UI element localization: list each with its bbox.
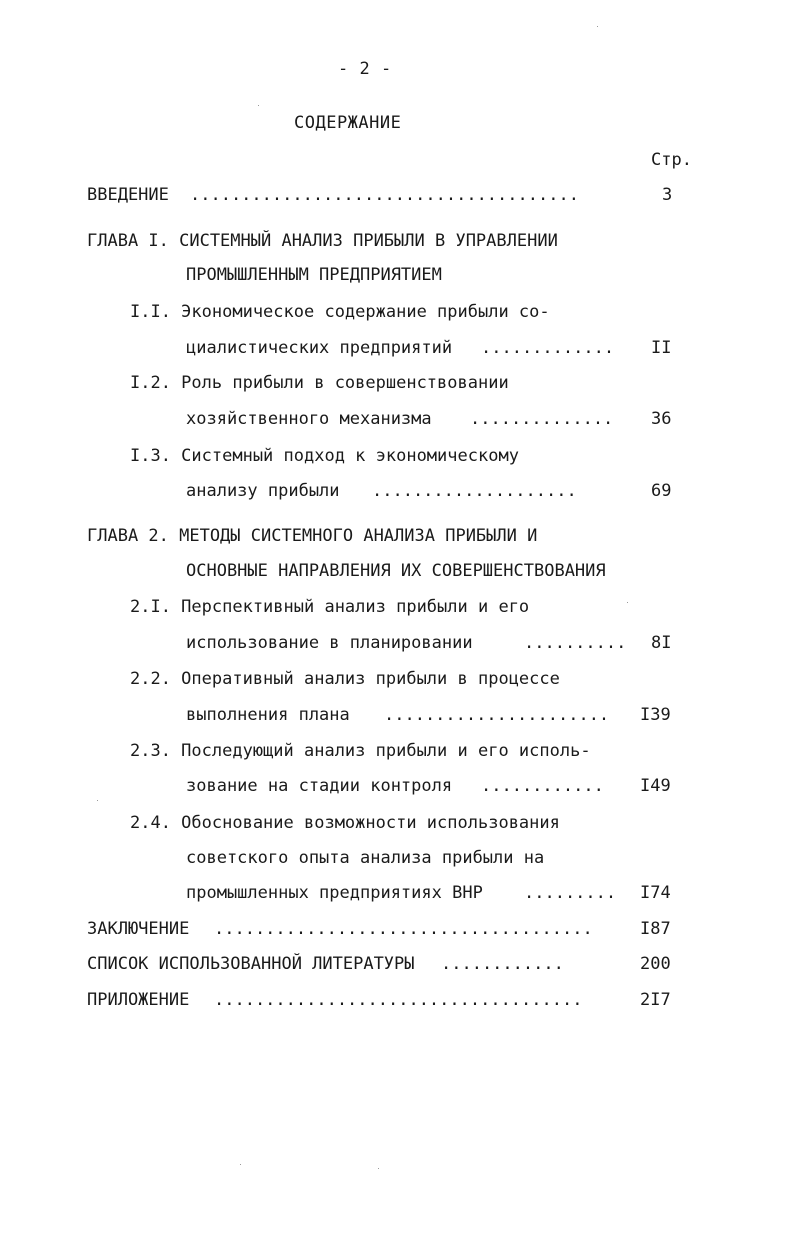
- toc-page-number: I49: [640, 776, 671, 796]
- toc-section-heading-cont: советского опыта анализа прибыли на: [186, 848, 545, 868]
- scan-speck: [240, 1164, 241, 1165]
- toc-leader-dots: ..........: [524, 633, 627, 653]
- toc-section-heading-cont: циалистических предприятий: [186, 338, 453, 358]
- toc-leader-dots: ......................................: [190, 185, 579, 205]
- toc-leader-dots: ............: [441, 954, 564, 974]
- toc-leader-dots: ......................: [384, 705, 610, 725]
- toc-section-heading-cont: выполнения плана: [186, 705, 350, 725]
- page-number: - 2 -: [338, 59, 392, 79]
- scan-speck: [258, 105, 259, 106]
- toc-page-number: 36: [651, 409, 672, 429]
- toc-page-number: I74: [640, 883, 671, 903]
- toc-entry-text: СПИСОК ИСПОЛЬЗОВАННОЙ ЛИТЕРАТУРЫ: [87, 954, 415, 974]
- scan-speck: [97, 800, 98, 801]
- toc-section-heading-cont: хозяйственного механизма: [186, 409, 432, 429]
- page-title: СОДЕРЖАНИЕ: [294, 113, 402, 133]
- toc-section-heading: 2.I. Перспективный анализ прибыли и его: [130, 597, 530, 617]
- toc-page-number: II: [651, 338, 672, 358]
- toc-section-heading-cont: использование в планировании: [186, 633, 473, 653]
- toc-section-heading: 2.2. Оперативный анализ прибыли в процессе: [130, 669, 560, 689]
- toc-page-number: 8I: [651, 633, 672, 653]
- toc-leader-dots: ....................................: [214, 990, 583, 1010]
- toc-leader-dots: .........: [524, 883, 617, 903]
- toc-entry-text: ПРИЛОЖЕНИЕ: [87, 990, 190, 1010]
- scan-speck: [378, 1168, 379, 1169]
- scan-speck: [597, 26, 598, 27]
- toc-leader-dots: .....................................: [214, 919, 593, 939]
- toc-page-number: I87: [640, 919, 671, 939]
- toc-section-heading-cont: промышленных предприятиях ВНР: [186, 883, 483, 903]
- toc-leader-dots: .............: [481, 338, 615, 358]
- toc-leader-dots: ....................: [372, 481, 577, 501]
- toc-page-number: I39: [640, 705, 671, 725]
- toc-leader-dots: ..............: [470, 409, 614, 429]
- toc-entry-text: ВВЕДЕНИЕ: [87, 185, 169, 205]
- toc-section-heading: 2.4. Обоснование возможности использования: [130, 813, 560, 833]
- toc-page-number: 2I7: [640, 990, 671, 1010]
- scan-speck: [627, 602, 628, 603]
- toc-chapter-heading: ГЛАВА 2. МЕТОДЫ СИСТЕМНОГО АНАЛИЗА ПРИБЫЛИ И: [87, 526, 538, 546]
- toc-entry-text: ЗАКЛЮЧЕНИЕ: [87, 919, 190, 939]
- toc-chapter-heading: ГЛАВА I. СИСТЕМНЫЙ АНАЛИЗ ПРИБЫЛИ В УПРАВЛЕНИИ: [87, 231, 558, 251]
- toc-section-heading: I.I. Экономическое содержание прибыли со-: [130, 302, 550, 322]
- toc-section-heading-cont: зование на стадии контроля: [186, 776, 453, 796]
- toc-section-heading: I.3. Системный подход к экономическому: [130, 446, 519, 466]
- toc-section-heading: I.2. Роль прибыли в совершенствовании: [130, 373, 509, 393]
- toc-section-heading: 2.3. Последующий анализ прибыли и его исполь-: [130, 741, 591, 761]
- toc-leader-dots: ............: [481, 776, 604, 796]
- toc-page-number: 3: [662, 185, 673, 205]
- toc-section-heading-cont: анализу прибыли: [186, 481, 340, 501]
- toc-chapter-heading-cont: ОСНОВНЫЕ НАПРАВЛЕНИЯ ИХ СОВЕРШЕНСТВОВАНИЯ: [186, 561, 606, 581]
- toc-page-number: 200: [640, 954, 671, 974]
- page-column-label: Стр.: [651, 150, 692, 170]
- toc-chapter-heading-cont: ПРОМЫШЛЕННЫМ ПРЕДПРИЯТИЕМ: [186, 265, 442, 285]
- toc-page-number: 69: [651, 481, 672, 501]
